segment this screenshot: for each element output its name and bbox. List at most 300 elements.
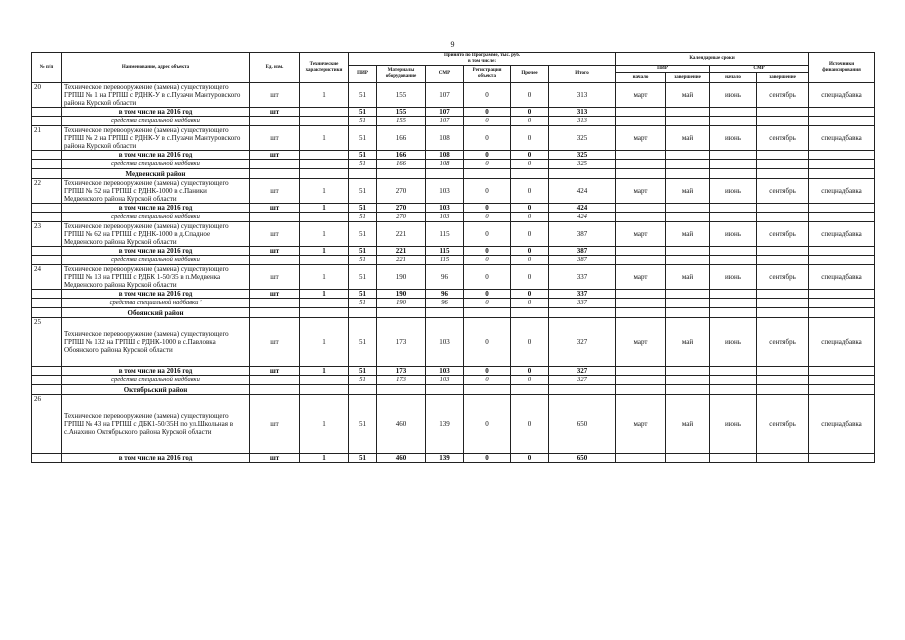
cell-other: 0: [511, 83, 549, 108]
empty-cell: [616, 290, 666, 299]
empty-cell: [349, 385, 377, 395]
cell-smr-end: сентябрь: [757, 395, 809, 454]
empty-cell: [616, 247, 666, 256]
header-num: № п/п: [32, 53, 62, 83]
cell-unit: шт: [250, 179, 300, 204]
empty-cell: [464, 385, 511, 395]
header-calendar: Календарные сроки: [616, 53, 809, 66]
empty-cell: [757, 204, 809, 213]
cell-registration: 0: [464, 160, 511, 169]
funding-label: средства специальной надбавки: [62, 256, 250, 265]
cell-registration: 0: [464, 265, 511, 290]
cell-other: 0: [511, 117, 549, 126]
cell-smr: 108: [426, 126, 464, 151]
header-incl-label: в том числе:: [468, 59, 497, 64]
cell-materials: 155: [377, 117, 426, 126]
cell-pir: 51: [349, 265, 377, 290]
program-table: [31, 52, 875, 463]
header-other: Прочее: [511, 66, 549, 83]
cell-registration: 0: [464, 108, 511, 117]
cell-total: 325: [549, 160, 616, 169]
cell-pir-end: май: [666, 395, 710, 454]
empty-cell: [616, 376, 666, 385]
cell-total: 327: [549, 367, 616, 376]
empty-cell: [757, 376, 809, 385]
empty-cell: [300, 385, 349, 395]
cell-smr-end: сентябрь: [757, 222, 809, 247]
cell-unit: шт: [250, 367, 300, 376]
cell-smr-start: июнь: [710, 222, 757, 247]
cell-source: спецнадбавка: [809, 179, 875, 204]
empty-cell: [32, 376, 62, 385]
cell-smr-end: сентябрь: [757, 179, 809, 204]
header-smr: СМР: [426, 66, 464, 83]
empty-cell: [349, 308, 377, 318]
header-program-label: Принято по Программе, тыс. руб.: [443, 53, 521, 58]
empty-cell: [616, 108, 666, 117]
object-name: Техническое перевооружение (замена) существующего ГРПШ № 1 на ГРПШ с РДНК-У в с.Пузачи Мантуровского района Курской области: [62, 83, 250, 108]
empty-cell: [616, 385, 666, 395]
cell-smr: 115: [426, 247, 464, 256]
cell-unit: шт: [250, 222, 300, 247]
cell-smr: 139: [426, 395, 464, 454]
cell-smr: 103: [426, 367, 464, 376]
object-row: [32, 318, 875, 367]
cell-smr-end: сентябрь: [757, 83, 809, 108]
cell-pir: 51: [349, 376, 377, 385]
row-number: 23: [32, 222, 62, 247]
cell-pir-start: март: [616, 126, 666, 151]
cell-unit: шт: [250, 395, 300, 454]
empty-cell: [666, 213, 710, 222]
empty-cell: [464, 169, 511, 179]
empty-cell: [757, 299, 809, 308]
cell-pir: 51: [349, 454, 377, 463]
header-pir-start: начало: [616, 73, 666, 83]
empty-cell: [710, 247, 757, 256]
empty-cell: [666, 169, 710, 179]
empty-cell: [349, 169, 377, 179]
empty-cell: [809, 169, 875, 179]
cell-other: 0: [511, 247, 549, 256]
cell-pir-end: май: [666, 318, 710, 367]
cell-pir-end: май: [666, 179, 710, 204]
region-row: [32, 169, 875, 179]
empty-cell: [616, 454, 666, 463]
header-pir-end: завершение: [666, 73, 710, 83]
empty-cell: [377, 308, 426, 318]
empty-cell: [32, 160, 62, 169]
cell-source: спецнадбавка: [809, 83, 875, 108]
cell-source: спецнадбавка: [809, 318, 875, 367]
subtotal-label: в том числе на 2016 год: [62, 204, 250, 213]
empty-cell: [710, 117, 757, 126]
cell-smr: 108: [426, 151, 464, 160]
cell-smr: 103: [426, 376, 464, 385]
empty-cell: [32, 213, 62, 222]
empty-cell: [666, 160, 710, 169]
empty-cell: [616, 117, 666, 126]
cell-smr: 103: [426, 213, 464, 222]
empty-cell: [666, 204, 710, 213]
empty-cell: [32, 256, 62, 265]
cell-other: 0: [511, 126, 549, 151]
row-number: 25: [32, 318, 62, 367]
funding-row: [32, 376, 875, 385]
funding-row: [32, 256, 875, 265]
cell-pir-start: март: [616, 179, 666, 204]
subtotal-row: [32, 367, 875, 376]
cell-tech: 1: [300, 83, 349, 108]
empty-cell: [32, 117, 62, 126]
cell-pir: 51: [349, 222, 377, 247]
cell-other: 0: [511, 179, 549, 204]
cell-pir: 51: [349, 126, 377, 151]
cell-smr: 107: [426, 108, 464, 117]
empty-cell: [666, 117, 710, 126]
cell-pir: 51: [349, 83, 377, 108]
header-smr-end: завершение: [757, 73, 809, 83]
funding-label: средства специальной надбавки: [62, 160, 250, 169]
cell-total: 337: [549, 265, 616, 290]
cell-materials: 155: [377, 83, 426, 108]
empty-cell: [757, 385, 809, 395]
cell-registration: 0: [464, 454, 511, 463]
cell-materials: 173: [377, 318, 426, 367]
cell-registration: 0: [464, 117, 511, 126]
cell-tech: 1: [300, 454, 349, 463]
cell-other: 0: [511, 376, 549, 385]
object-row: [32, 126, 875, 151]
empty-cell: [757, 290, 809, 299]
cell-pir: 51: [349, 151, 377, 160]
subtotal-row: [32, 290, 875, 299]
funding-label: средства специальной надбавки: [62, 213, 250, 222]
empty-cell: [511, 169, 549, 179]
cell-other: 0: [511, 256, 549, 265]
cell-pir-start: март: [616, 222, 666, 247]
empty-cell: [666, 385, 710, 395]
cell-unit: шт: [250, 247, 300, 256]
empty-cell: [710, 299, 757, 308]
empty-cell: [710, 169, 757, 179]
cell-pir-start: март: [616, 265, 666, 290]
cell-pir: 51: [349, 395, 377, 454]
object-name: Техническое перевооружение (замена) существующего ГРПШ № 2 на ГРПШ с РДНК-У в с.Пузачи Мантуровского района Курской области: [62, 126, 250, 151]
cell-materials: 166: [377, 126, 426, 151]
subtotal-label: в том числе на 2016 год: [62, 108, 250, 117]
funding-label: средства специальной надбавки: [62, 376, 250, 385]
object-row: [32, 83, 875, 108]
cell-smr-start: июнь: [710, 318, 757, 367]
cell-pir: 51: [349, 160, 377, 169]
empty-cell: [511, 385, 549, 395]
cell-materials: 173: [377, 367, 426, 376]
empty-cell: [666, 376, 710, 385]
cell-other: 0: [511, 213, 549, 222]
row-number: 24: [32, 265, 62, 290]
cell-materials: 173: [377, 376, 426, 385]
cell-other: 0: [511, 299, 549, 308]
cell-total: 325: [549, 126, 616, 151]
empty-cell: [666, 151, 710, 160]
cell-source: спецнадбавка: [809, 126, 875, 151]
cell-tech: 1: [300, 222, 349, 247]
empty-cell: [32, 108, 62, 117]
cell-pir: 51: [349, 108, 377, 117]
empty-cell: [757, 160, 809, 169]
object-name: Техническое перевооружение (замена) существующего ГРПШ № 52 на ГРПШ с РДНК-1000 в с.Паники Медвенского района Курской области: [62, 179, 250, 204]
empty-cell: [616, 256, 666, 265]
cell-tech: [300, 151, 349, 160]
empty-cell: [757, 247, 809, 256]
empty-cell: [710, 376, 757, 385]
empty-cell: [809, 385, 875, 395]
cell-other: 0: [511, 265, 549, 290]
cell-smr: 115: [426, 222, 464, 247]
cell-tech: [300, 108, 349, 117]
cell-tech: [300, 160, 349, 169]
empty-cell: [426, 308, 464, 318]
empty-cell: [616, 299, 666, 308]
empty-cell: [549, 169, 616, 179]
cell-unit: [250, 299, 300, 308]
empty-cell: [32, 299, 62, 308]
empty-cell: [710, 290, 757, 299]
cell-smr-start: июнь: [710, 265, 757, 290]
cell-source: спецнадбавка: [809, 265, 875, 290]
empty-cell: [32, 290, 62, 299]
cell-smr: 96: [426, 299, 464, 308]
cell-materials: 190: [377, 290, 426, 299]
empty-cell: [809, 290, 875, 299]
empty-cell: [809, 213, 875, 222]
empty-cell: [809, 367, 875, 376]
cell-total: 325: [549, 151, 616, 160]
cell-other: 0: [511, 290, 549, 299]
subtotal-row: [32, 204, 875, 213]
cell-smr: 115: [426, 256, 464, 265]
cell-tech: 1: [300, 265, 349, 290]
empty-cell: [757, 117, 809, 126]
empty-cell: [426, 385, 464, 395]
object-row: [32, 179, 875, 204]
subtotal-label: в том числе на 2016 год: [62, 454, 250, 463]
cell-tech: 1: [300, 126, 349, 151]
object-row: [32, 265, 875, 290]
cell-pir: 51: [349, 213, 377, 222]
empty-cell: [426, 169, 464, 179]
cell-tech: 1: [300, 179, 349, 204]
cell-unit: [250, 213, 300, 222]
empty-cell: [377, 385, 426, 395]
cell-pir-start: март: [616, 395, 666, 454]
empty-cell: [757, 367, 809, 376]
cell-materials: 460: [377, 395, 426, 454]
empty-cell: [616, 213, 666, 222]
empty-cell: [32, 367, 62, 376]
empty-cell: [809, 108, 875, 117]
header-pir: ПИР: [349, 66, 377, 83]
empty-cell: [710, 256, 757, 265]
cell-smr: 107: [426, 83, 464, 108]
empty-cell: [32, 204, 62, 213]
cell-smr: 107: [426, 117, 464, 126]
subtotal-label: в том числе на 2016 год: [62, 367, 250, 376]
region-row: [32, 308, 875, 318]
cell-materials: 270: [377, 204, 426, 213]
subtotal-label: в том числе на 2016 год: [62, 247, 250, 256]
empty-cell: [32, 247, 62, 256]
empty-cell: [809, 247, 875, 256]
empty-cell: [809, 308, 875, 318]
empty-cell: [32, 151, 62, 160]
empty-cell: [616, 308, 666, 318]
empty-cell: [250, 308, 300, 318]
cell-pir-start: март: [616, 318, 666, 367]
empty-cell: [666, 299, 710, 308]
cell-smr-end: сентябрь: [757, 126, 809, 151]
cell-pir: 51: [349, 204, 377, 213]
empty-cell: [757, 213, 809, 222]
cell-unit: шт: [250, 108, 300, 117]
table-body: [32, 83, 875, 463]
object-row: [32, 395, 875, 454]
cell-other: 0: [511, 395, 549, 454]
empty-cell: [616, 169, 666, 179]
cell-smr-start: июнь: [710, 395, 757, 454]
cell-smr: 139: [426, 454, 464, 463]
cell-materials: 270: [377, 179, 426, 204]
empty-cell: [809, 160, 875, 169]
cell-registration: 0: [464, 290, 511, 299]
region-cell-num: [32, 308, 62, 318]
header-total: Итого: [549, 66, 616, 83]
funding-row: [32, 117, 875, 126]
cell-registration: 0: [464, 213, 511, 222]
cell-tech: 1: [300, 318, 349, 367]
cell-materials: 270: [377, 213, 426, 222]
cell-total: 387: [549, 222, 616, 247]
empty-cell: [250, 169, 300, 179]
cell-smr: 103: [426, 179, 464, 204]
region-title: Октябрьский район: [62, 385, 250, 395]
cell-unit: [250, 117, 300, 126]
region-title: Обоянский район: [62, 308, 250, 318]
empty-cell: [464, 308, 511, 318]
empty-cell: [710, 160, 757, 169]
cell-total: 650: [549, 395, 616, 454]
empty-cell: [809, 454, 875, 463]
cell-pir: 51: [349, 179, 377, 204]
empty-cell: [809, 376, 875, 385]
cell-unit: [250, 256, 300, 265]
cell-total: 337: [549, 290, 616, 299]
object-name: Техническое перевооружение (замена) существующего ГРПШ № 132 на ГРПШ с РДНК-1000 в с.Павловка Обоянского района Курской области: [62, 318, 250, 367]
empty-cell: [809, 256, 875, 265]
empty-cell: [710, 108, 757, 117]
header-source: Источники финансирования: [809, 53, 875, 83]
empty-cell: [666, 247, 710, 256]
empty-cell: [666, 367, 710, 376]
cell-unit: [250, 376, 300, 385]
cell-unit: шт: [250, 83, 300, 108]
header-program: [349, 53, 616, 66]
empty-cell: [666, 256, 710, 265]
cell-unit: шт: [250, 318, 300, 367]
cell-total: 313: [549, 117, 616, 126]
cell-registration: 0: [464, 367, 511, 376]
empty-cell: [710, 385, 757, 395]
empty-cell: [710, 308, 757, 318]
empty-cell: [757, 151, 809, 160]
cell-pir-end: май: [666, 265, 710, 290]
empty-cell: [616, 160, 666, 169]
region-cell-num: [32, 385, 62, 395]
cell-smr-end: сентябрь: [757, 265, 809, 290]
header-smr-start: начало: [710, 73, 757, 83]
empty-cell: [757, 308, 809, 318]
funding-row: [32, 299, 875, 308]
cell-tech: [300, 376, 349, 385]
header-cal-pir: ПИР: [616, 66, 710, 73]
header-materials: Материалы оборудование: [377, 66, 426, 83]
cell-pir: 51: [349, 117, 377, 126]
cell-smr-end: сентябрь: [757, 318, 809, 367]
cell-unit: шт: [250, 290, 300, 299]
funding-label: средства специальной надбавки ': [62, 299, 250, 308]
cell-pir: 51: [349, 318, 377, 367]
empty-cell: [300, 169, 349, 179]
cell-pir: 51: [349, 299, 377, 308]
cell-smr: 96: [426, 290, 464, 299]
cell-tech: 1: [300, 247, 349, 256]
cell-materials: 221: [377, 256, 426, 265]
cell-tech: 1: [300, 367, 349, 376]
empty-cell: [549, 385, 616, 395]
cell-pir-end: май: [666, 83, 710, 108]
cell-materials: 166: [377, 151, 426, 160]
cell-tech: [300, 213, 349, 222]
subtotal-row: [32, 247, 875, 256]
funding-label: средства специальной надбавки: [62, 117, 250, 126]
cell-registration: 0: [464, 83, 511, 108]
cell-total: 424: [549, 213, 616, 222]
empty-cell: [250, 385, 300, 395]
cell-registration: 0: [464, 204, 511, 213]
empty-cell: [616, 204, 666, 213]
cell-unit: шт: [250, 126, 300, 151]
cell-pir: 51: [349, 290, 377, 299]
empty-cell: [757, 169, 809, 179]
cell-total: 387: [549, 247, 616, 256]
empty-cell: [666, 454, 710, 463]
header-cal-smr: СМР: [710, 66, 809, 73]
cell-other: 0: [511, 367, 549, 376]
cell-tech: 1: [300, 395, 349, 454]
cell-materials: 166: [377, 160, 426, 169]
cell-tech: [300, 299, 349, 308]
cell-tech: 1: [300, 290, 349, 299]
cell-source: спецнадбавка: [809, 222, 875, 247]
empty-cell: [757, 108, 809, 117]
cell-pir-end: май: [666, 126, 710, 151]
empty-cell: [757, 454, 809, 463]
object-name: Техническое перевооружение (замена) существующего ГРПШ № 13 на ГРПШ с РДБК 1-50/35 в п.Медвенка Медвенского района Курской области: [62, 265, 250, 290]
cell-pir: 51: [349, 367, 377, 376]
page-number: 9: [450, 40, 455, 49]
cell-tech: 1: [300, 204, 349, 213]
